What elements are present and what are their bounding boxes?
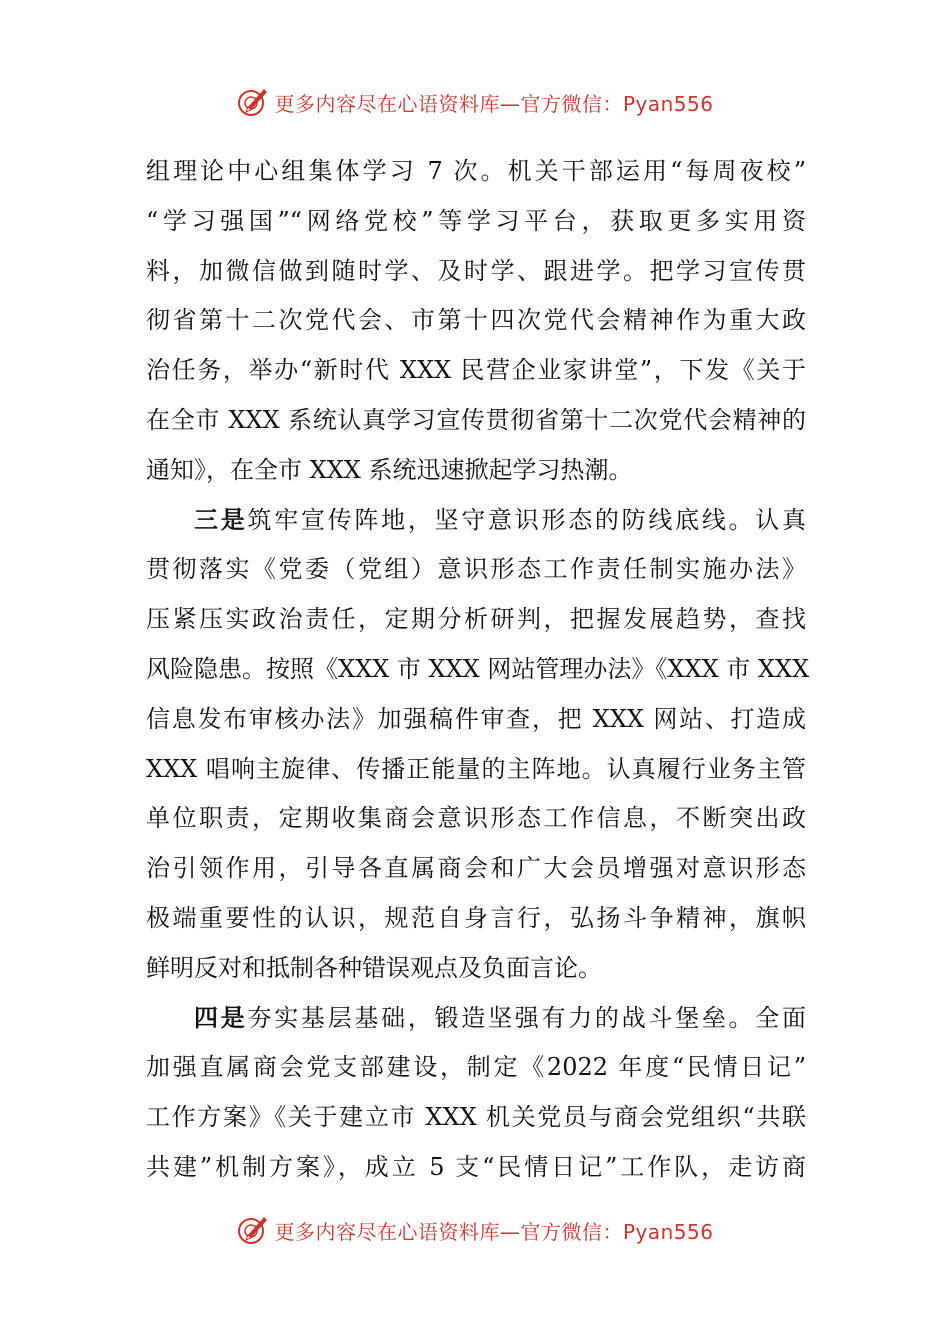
text-line: XXX 唱响主旋律、传播正能量的主阵地。认真履行业务主管	[146, 754, 806, 783]
text-line-first	[146, 496, 806, 546]
text-line: 治引领作用，引导各直属商会和广大会员增强对意识形态	[146, 854, 806, 883]
paragraph-3	[146, 994, 806, 1193]
text-line: 压紧压实政治责任，定期分析研判，把握发展趋势，查找	[146, 605, 806, 634]
text-line: 风险隐患。按照《XXX 市 XXX 网站管理办法》《XXX 市 XXX	[146, 654, 810, 683]
paragraph-2	[146, 496, 810, 994]
text-line: 工作方案》《关于建立市 XXX 机关党员与商会党组织“共联	[146, 1103, 806, 1132]
text-line-first	[146, 994, 806, 1044]
text-line: 极端重要性的认识，规范自身言行，弘扬斗争精神，旗帜	[146, 903, 806, 932]
text-line: 彻省第十二次党代会、市第十四次党代会精神作为重大政	[146, 306, 806, 335]
paragraph-lead: 四是	[194, 1003, 248, 1032]
footer-watermark	[0, 1210, 950, 1250]
document-body	[146, 147, 810, 1193]
text-line: 治任务，举办“新时代 XXX 民营企业家讲堂”，下发《关于	[146, 356, 806, 385]
text-line: 共建”机制方案》，成立 5 支“民情日记”工作队，走访商	[146, 1152, 806, 1181]
text-line: 鲜明反对和抵制各种错误观点及负面言论。	[146, 953, 602, 982]
text-line: 信息发布审核办法》加强稿件审查，把 XXX 网站、打造成	[146, 704, 806, 733]
paragraph-lead: 三是	[194, 505, 248, 534]
watermark-text: 更多内容尽在心语资料库—官方微信：Pyan556	[274, 91, 714, 116]
pen-circle-logo-icon	[236, 1213, 270, 1247]
text-line: 贯彻落实《党委（党组）意识形态工作责任制实施办法》	[146, 555, 806, 584]
text-line: 组理论中心组集体学习 7 次。机关干部运用“每周夜校”	[146, 157, 806, 185]
text-line: “学习强国”“网络党校”等学习平台，获取更多实用资	[146, 206, 806, 235]
text-line-content: 夯实基层基础，锻造坚强有力的战斗堡垒。全面	[247, 1003, 807, 1032]
text-line: 单位职责，定期收集商会意识形态工作信息，不断突出政	[146, 804, 806, 833]
watermark-text: 更多内容尽在心语资料库—官方微信：Pyan556	[274, 1219, 714, 1244]
paragraph-1	[146, 147, 806, 496]
header-watermark	[0, 82, 950, 122]
text-line-content: 筑牢宣传阵地，坚守意识形态的防线底线。认真	[247, 505, 807, 534]
pen-circle-logo-icon	[236, 85, 270, 119]
text-line: 加强直属商会党支部建设，制定《2022 年度“民情日记”	[146, 1053, 806, 1082]
text-line: 通知》，在全市 XXX 系统迅速掀起学习热潮。	[146, 455, 633, 484]
text-line: 在全市 XXX 系统认真学习宣传贯彻省第十二次党代会精神的	[146, 405, 806, 434]
text-line: 料，加微信做到随时学、及时学、跟进学。把学习宣传贯	[146, 256, 806, 285]
